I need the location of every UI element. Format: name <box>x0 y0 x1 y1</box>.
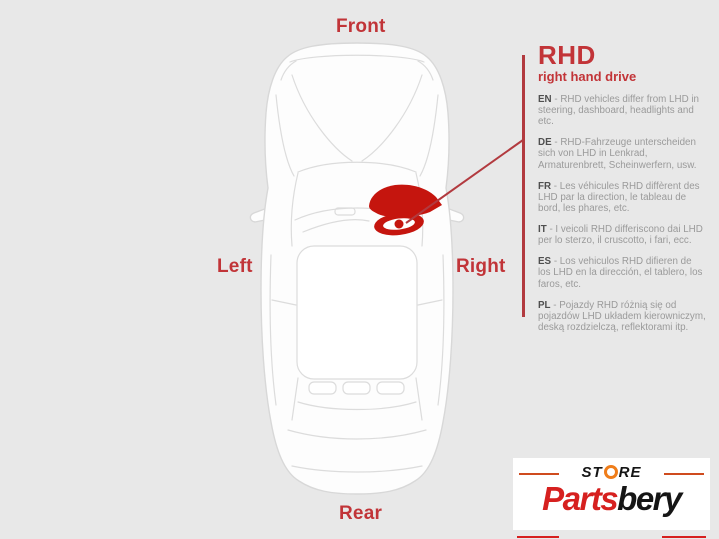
language-entry <box>538 94 706 128</box>
language-text: - Les véhicules RHD diffèrent des LHD par la direction, le tableau de bord, les phares, etc. <box>538 180 700 215</box>
language-entry <box>538 300 706 334</box>
brand-black-part: bery <box>617 480 681 517</box>
partsbery-store-logo <box>513 458 710 530</box>
label-rear: Rear <box>339 503 383 524</box>
language-entries <box>538 94 706 333</box>
logo-store-text <box>581 464 641 481</box>
language-code: PL <box>538 299 551 311</box>
language-text: - RHD-Fahrzeuge unterscheiden sich von LHD in Lenkrad, Armaturenbrett, Scheinwerfern, usw. <box>538 137 697 171</box>
logo-brand-name <box>513 481 710 517</box>
language-code: IT <box>538 224 547 236</box>
label-left: Left <box>217 256 253 277</box>
language-text: - I veicoli RHD differiscono dai LHD per lo sterzo, il cruscotto, i fari, ecc. <box>538 224 703 247</box>
panel-title: RHD <box>538 40 596 70</box>
brand-red-part: Parts <box>542 480 618 517</box>
language-code: EN <box>538 93 552 105</box>
language-code: ES <box>538 256 552 268</box>
logo-left-rule <box>519 473 559 475</box>
store-suffix: RE <box>618 463 642 481</box>
language-text: - Pojazdy RHD różnią się od pojazdów LHD układem kierowniczym, deską rozdzielczą, reflektorami itp. <box>538 299 706 334</box>
brand-underline-right <box>662 536 706 538</box>
language-code: FR <box>538 180 552 192</box>
label-right: Right <box>456 256 506 277</box>
brand-underline-left <box>517 536 559 538</box>
panel-subtitle: right hand drive <box>538 69 637 84</box>
language-code: DE <box>538 137 552 149</box>
language-text: - RHD vehicles differ from LHD in steering, dashboard, headlights and etc. <box>538 93 699 128</box>
store-prefix: ST <box>581 463 603 481</box>
language-text: - Los vehiculos RHD difieren de los LHD en la dirección, el tablero, los faros, etc. <box>538 256 703 290</box>
logo-right-rule <box>664 473 704 475</box>
logo-store-row <box>513 464 710 480</box>
language-entry <box>538 137 706 171</box>
language-entry <box>538 224 706 246</box>
language-entry <box>538 181 706 215</box>
store-o-ring-icon <box>604 465 618 479</box>
panel-vertical-rule <box>522 55 525 317</box>
language-entry <box>538 256 706 290</box>
label-front: Front <box>336 16 386 37</box>
rhd-info-panel <box>538 42 706 336</box>
